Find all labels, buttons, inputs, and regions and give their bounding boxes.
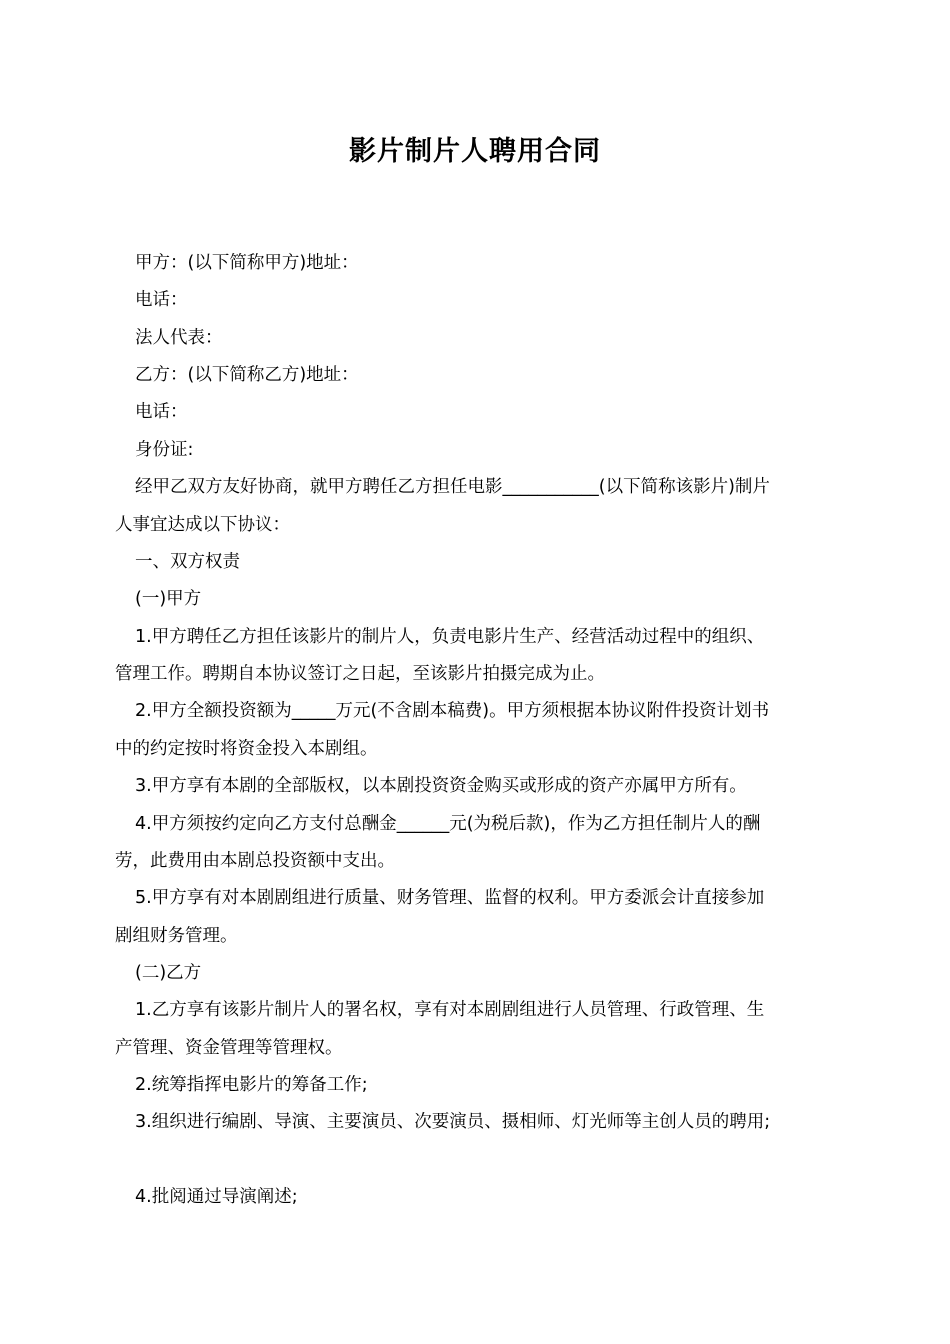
clause-b1-line-1: 1.乙方享有该影片制片人的署名权，享有对本剧剧组进行人员管理、行政管理、生 — [135, 1000, 765, 1020]
clause-a5-line-1: 5.甲方享有对本剧剧组进行质量、财务管理、监督的权利。甲方委派会计直接参加 — [135, 888, 765, 908]
party-b-id: 身份证: — [135, 440, 194, 460]
clause-a3: 3.甲方享有本剧的全部版权，以本剧投资资金购买或形成的资产亦属甲方所有。 — [135, 776, 747, 796]
subsection-heading-party-a: (一)甲方 — [135, 589, 202, 609]
party-a-legal-rep: 法人代表： — [135, 328, 223, 348]
clause-b4: 4.批阅通过导演阐述; — [135, 1187, 298, 1207]
party-b-phone: 电话： — [135, 402, 188, 422]
preamble-line-2: 人事宜达成以下协议： — [115, 515, 290, 535]
clause-a1-line-2: 管理工作。聘期自本协议签订之日起，至该影片拍摄完成为止。 — [115, 664, 605, 684]
party-a-phone: 电话： — [135, 290, 188, 310]
party-a-address: 甲方：(以下简称甲方)地址： — [135, 253, 359, 273]
clause-a2-line-2: 中的约定按时将资金投入本剧组。 — [115, 739, 378, 759]
clause-b3: 3.组织进行编剧、导演、主要演员、次要演员、摄相师、灯光师等主创人员的聘用; — [135, 1112, 771, 1132]
subsection-heading-party-b: (二)乙方 — [135, 963, 202, 983]
party-b-address: 乙方：(以下简称乙方)地址： — [135, 365, 359, 385]
clause-b1-line-2: 产管理、资金管理等管理权。 — [115, 1038, 343, 1058]
clause-a5-line-2: 剧组财务管理。 — [115, 926, 238, 946]
clause-a2-line-1: 2.甲方全额投资额为_____万元(不含剧本稿费)。甲方须根据本协议附件投资计划书 — [135, 701, 770, 721]
clause-a4-line-2: 劳，此费用由本剧总投资额中支出。 — [115, 851, 395, 871]
clause-a4-line-1: 4.甲方须按约定向乙方支付总酬金______元(为税后款)，作为乙方担任制片人的酬 — [135, 814, 761, 834]
document-title: 影片制片人聘用合同 — [349, 136, 601, 167]
section-heading-rights: 一、双方权责 — [135, 552, 240, 572]
clause-b2: 2.统筹指挥电影片的筹备工作; — [135, 1075, 368, 1095]
clause-a1-line-1: 1.甲方聘任乙方担任该影片的制片人，负责电影片生产、经营活动过程中的组织、 — [135, 627, 765, 647]
preamble-line-1: 经甲乙双方友好协商，就甲方聘任乙方担任电影___________(以下简称该影片)制片 — [135, 477, 770, 497]
